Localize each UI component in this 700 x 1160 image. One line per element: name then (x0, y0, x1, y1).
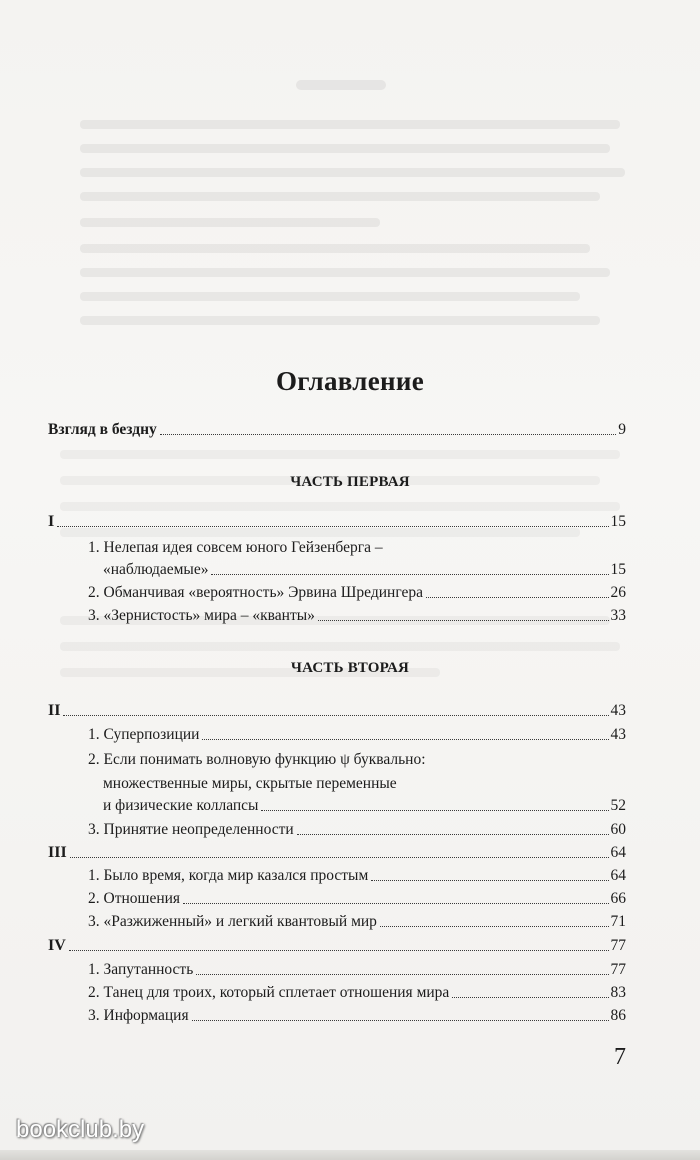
dot-leader (452, 997, 608, 998)
toc-entry-label: 2. Танец для троих, который сплетает отношения мира (88, 984, 450, 1001)
toc-entry-page: 71 (610, 913, 626, 930)
toc-entry-page: 77 (610, 961, 626, 978)
part-title: ЧАСТЬ ВТОРАЯ (290, 660, 410, 676)
toc-entry-row[interactable] (88, 889, 626, 909)
chapter-roman-numeral: III (48, 844, 67, 861)
toc-title: Оглавление (276, 366, 424, 396)
dot-leader (196, 974, 608, 975)
dot-leader (70, 857, 609, 858)
toc-chapter-row[interactable] (48, 512, 626, 532)
dot-leader (57, 526, 608, 527)
toc-entry-row[interactable] (88, 866, 626, 886)
toc-entry-row[interactable] (103, 796, 626, 816)
toc-entry-label: 1. Суперпозиции (88, 726, 200, 743)
toc-entry-page: 64 (610, 844, 626, 861)
toc-entry-intro[interactable] (48, 420, 626, 440)
toc-entry-page: 43 (610, 702, 626, 719)
toc-entry-page: 15 (610, 561, 626, 578)
toc-entry-page: 64 (610, 867, 626, 884)
toc-entry-row[interactable] (88, 725, 626, 745)
part-title: ЧАСТЬ ПЕРВАЯ (290, 474, 410, 490)
toc-entry-page: 15 (610, 513, 626, 530)
toc-chapter-row[interactable] (48, 936, 626, 956)
toc-entry-label: 1. Запутанность (88, 961, 194, 978)
toc-entry-page: 9 (618, 421, 626, 438)
toc-entry-row[interactable] (88, 912, 626, 932)
bleed-through-text (40, 70, 660, 350)
dot-leader (380, 926, 609, 927)
dot-leader (192, 1020, 609, 1021)
dot-leader (202, 739, 608, 740)
toc-entry-label-line: множественные миры, скрытые переменные (103, 775, 397, 792)
toc-entry-row[interactable] (88, 1006, 626, 1026)
dot-leader (297, 834, 609, 835)
dot-leader (69, 950, 609, 951)
toc-entry-label: 2. Отношения (88, 890, 181, 907)
toc-entry-page: 66 (610, 890, 626, 907)
toc-entry-label: Взгляд в бездну (48, 421, 157, 438)
toc-entry-row[interactable] (88, 583, 626, 603)
toc-entry-label: 3. «Зернистость» мира – «кванты» (88, 607, 315, 624)
toc-entry-page: 26 (610, 584, 626, 601)
toc-entry-page: 77 (610, 937, 626, 954)
dot-leader (160, 434, 616, 435)
toc-entry-row[interactable] (88, 983, 626, 1003)
toc-chapter-row[interactable] (48, 843, 626, 863)
toc-entry-label: 2. Обманчивая «вероятность» Эрвина Шредингера (88, 584, 423, 601)
toc-entry-page: 43 (610, 726, 626, 743)
toc-chapter-row[interactable] (48, 701, 626, 721)
toc-entry-label: 3. «Разжиженный» и легкий квантовый мир (88, 913, 377, 930)
toc-entry-label: 3. Принятие неопределенности (88, 821, 294, 838)
dot-leader (318, 620, 609, 621)
toc-entry-page: 52 (610, 797, 626, 814)
toc-entry-page: 33 (610, 607, 626, 624)
toc-entry-row[interactable] (103, 560, 626, 580)
dot-leader (211, 574, 608, 575)
dot-leader (371, 880, 608, 881)
toc-entry-row[interactable] (88, 820, 626, 840)
toc-entry-row[interactable] (88, 960, 626, 980)
toc-entry-label: 1. Было время, когда мир казался простым (88, 867, 369, 884)
toc-entry-page: 83 (610, 984, 626, 1001)
toc-entry-label-line: 2. Если понимать волновую функцию ψ буквально: (88, 751, 426, 768)
page-edge (0, 1150, 700, 1160)
toc-entry-row[interactable] (88, 606, 626, 626)
dot-leader (261, 810, 608, 811)
dot-leader (183, 903, 608, 904)
chapter-roman-numeral: I (48, 513, 55, 530)
chapter-roman-numeral: II (48, 702, 61, 719)
dot-leader (426, 597, 609, 598)
page-number: 7 (614, 1044, 626, 1070)
toc-entry-label: и физические коллапсы (103, 797, 259, 814)
toc-entry-label-line: 1. Нелепая идея совсем юного Гейзенберга – (88, 539, 383, 556)
toc-entry-page: 60 (610, 821, 626, 838)
toc-entry-label: «наблюдаемые» (103, 561, 209, 578)
toc-entry-label: 3. Информация (88, 1007, 189, 1024)
chapter-roman-numeral: IV (48, 937, 66, 954)
dot-leader (63, 715, 608, 716)
site-watermark: bookclub.by (16, 1116, 145, 1143)
toc-entry-page: 86 (610, 1007, 626, 1024)
